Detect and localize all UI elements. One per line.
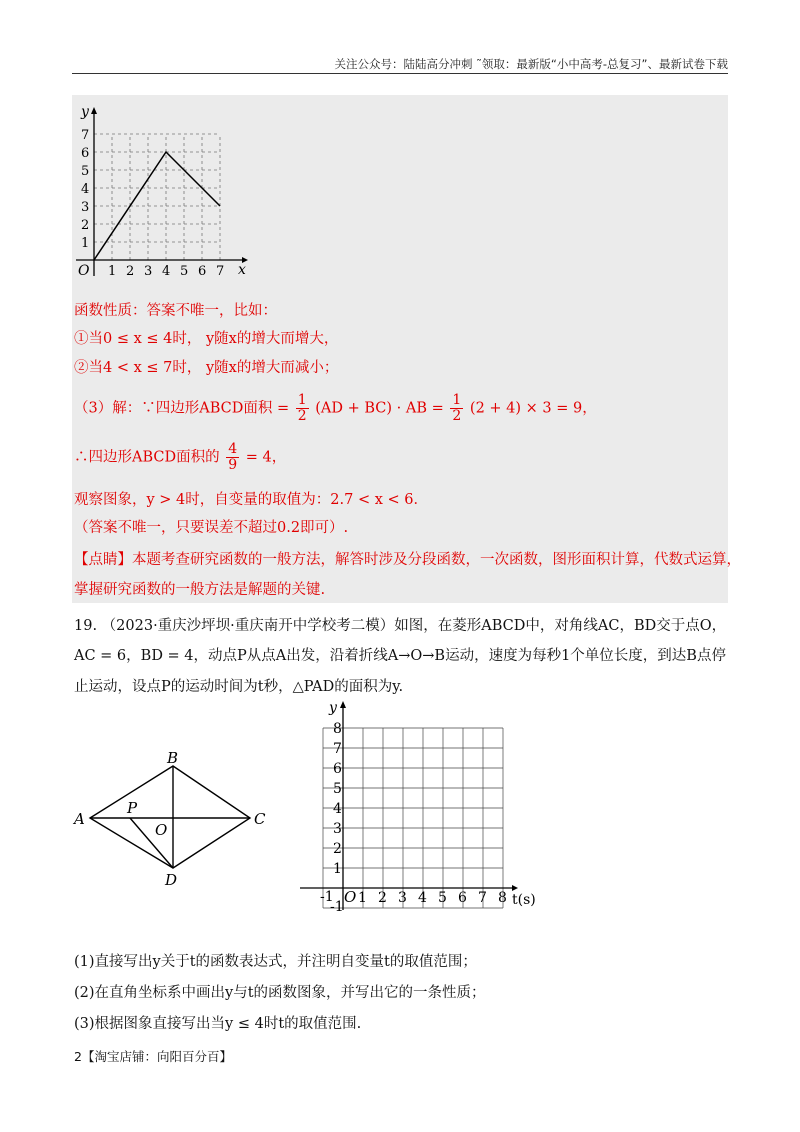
- answer-note: （答案不唯一，只要误差不超过0.2即可）.: [74, 520, 349, 536]
- page-header: 关注公众号：陆陆高分冲刺 ˜领取：最新版“小中高考-总复习”、最新试卷下载: [334, 57, 728, 71]
- header-divider: [72, 73, 728, 74]
- origin-2-label: O: [344, 888, 357, 906]
- y-tick-label: 1: [81, 236, 90, 251]
- t-tick-label: 6: [458, 890, 467, 906]
- y-axis-2-arrow: [340, 701, 346, 708]
- y-axis-arrow: [91, 107, 97, 114]
- eq-part-c: (2 + 4) × 3 = 9，: [469, 400, 597, 417]
- t-tick-label: 5: [438, 890, 447, 906]
- eq-part-b: (AD + BC) · AB =: [315, 400, 444, 417]
- t-tick-label: 2: [378, 890, 387, 906]
- y-tick-label: 6: [333, 761, 342, 777]
- property-1: ①当0 ≤ x ≤ 4时， y随x的增大而增大，: [74, 331, 339, 347]
- area-equation: [74, 393, 597, 424]
- t-axis-label: t(s): [512, 892, 536, 908]
- x-tick-label: 7: [216, 264, 225, 279]
- x-tick-label: 4: [162, 264, 171, 279]
- t-tick-label: 7: [478, 890, 487, 906]
- ratio-part-b: = 4，: [245, 449, 287, 466]
- y-tick-label: 2: [333, 841, 342, 857]
- sub-question-2: (2)在直角坐标系中画出y与t的函数图象，并写出它的一条性质；: [74, 985, 486, 1001]
- observation: 观察图象，y > 4时，自变量的取值为：2.7 < x < 6．: [74, 492, 428, 508]
- x-axis-label: x: [238, 262, 246, 278]
- x-tick-label: 1: [108, 264, 117, 279]
- function-graph: [72, 100, 252, 280]
- t-tick-label: 4: [418, 890, 427, 906]
- x-tick-label: 6: [198, 264, 207, 279]
- question-line-2: AC = 6，BD = 4，动点P从点A出发，沿着折线A→O→B运动，速度为每秒1个单位长度，到达B点停: [74, 648, 726, 664]
- label-b: B: [167, 749, 179, 767]
- t-tick-label: 1: [358, 890, 367, 906]
- ratio-part-a: ∴四边形ABCD面积的: [74, 449, 220, 466]
- y-tick-label: 4: [81, 182, 90, 197]
- label-a: A: [74, 810, 85, 828]
- label-o: O: [155, 821, 168, 839]
- question-line-3: 止运动，设点P的运动时间为t秒，△PAD的面积为y.: [74, 679, 404, 695]
- neg-y-tick: -1: [330, 899, 344, 915]
- coordinate-grid: [296, 698, 546, 918]
- t-axis-arrow: [512, 885, 518, 891]
- fraction-four-ninths: $\frac{4}{9}$: [228, 441, 238, 473]
- y-tick-label: 6: [81, 146, 90, 161]
- y-tick-label: 7: [333, 741, 342, 757]
- page-footer: 2【淘宝店铺：向阳百分百】: [74, 1049, 232, 1064]
- comment-line-2: 掌握研究函数的一般方法是解题的关键.: [74, 582, 326, 598]
- y-tick-label: 2: [81, 218, 90, 233]
- y-axis-label: y: [81, 104, 89, 120]
- y-tick-label: 4: [333, 801, 342, 817]
- y-tick-label: 7: [81, 128, 90, 143]
- sub-question-3: (3)根据图象直接写出当y ≤ 4时t的取值范围.: [74, 1016, 362, 1032]
- property-2: ②当4 < x ≤ 7时， y随x的增大而减小；: [74, 360, 339, 376]
- x-tick-label: 5: [180, 264, 189, 279]
- label-p: P: [127, 799, 138, 817]
- y-tick-label: 5: [81, 164, 90, 179]
- fraction-half-2: $\frac{1}{2}$: [452, 392, 462, 424]
- comment-line-1: 【点睛】本题考查研究函数的一般方法，解答时涉及分段函数，一次函数，图形面积计算，代数式运算，: [74, 552, 741, 568]
- y-tick-label: 3: [81, 200, 90, 215]
- label-d: D: [165, 871, 178, 889]
- x-tick-label: 3: [144, 264, 153, 279]
- neg-x-tick: -1: [320, 889, 334, 905]
- x-tick-label: 2: [126, 264, 135, 279]
- y-axis-2-label: y: [329, 700, 337, 716]
- eq-part-a: （3）解：∵四边形ABCD面积 =: [74, 400, 290, 417]
- property-title: 函数性质：答案不唯一，比如：: [74, 303, 277, 319]
- y-tick-label: 3: [333, 821, 342, 837]
- rhombus-figure: [70, 745, 280, 895]
- label-c: C: [254, 810, 266, 828]
- question-line-1: 19. （2023·重庆沙坪坝·重庆南开中学校考二模）如图，在菱形ABCD中，对角线AC，BD交于点O，: [74, 618, 727, 634]
- grid-lines: [323, 728, 503, 908]
- fraction-half-1: $\frac{1}{2}$: [297, 392, 307, 424]
- y-tick-label: 5: [333, 781, 342, 797]
- t-tick-label: 8: [498, 890, 507, 906]
- rhombus-outline: [90, 766, 250, 868]
- y-tick-label: 8: [333, 721, 342, 737]
- y-tick-label: 1: [333, 861, 342, 877]
- origin-label: O: [78, 263, 90, 279]
- graph-grid: [94, 134, 220, 260]
- area-ratio: [74, 442, 286, 473]
- t-tick-label: 3: [398, 890, 407, 906]
- sub-question-1: (1)直接写出y关于t的函数表达式，并注明自变量t的取值范围；: [74, 954, 477, 970]
